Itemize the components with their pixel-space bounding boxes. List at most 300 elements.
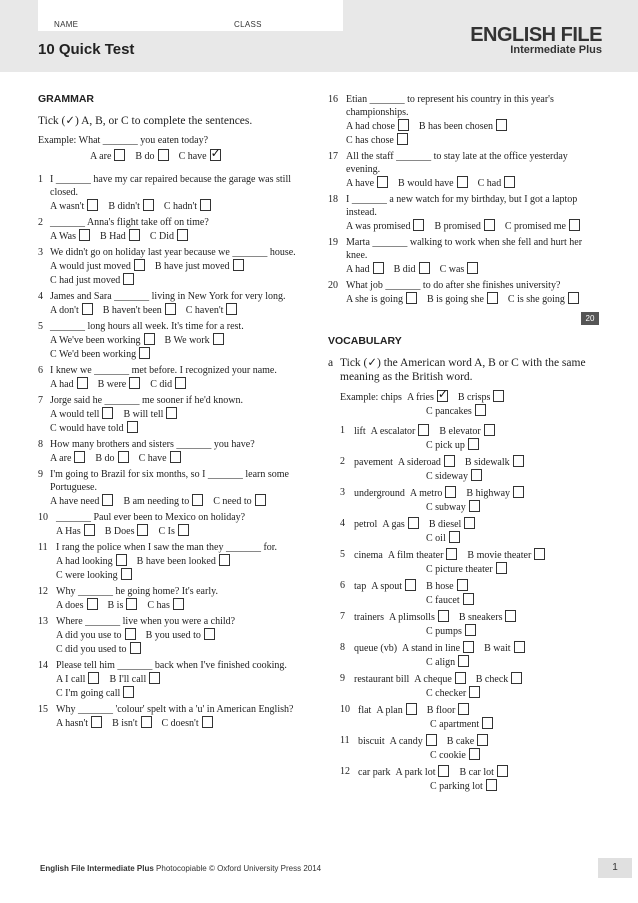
- answer-option: [419, 119, 507, 133]
- answer-option: [103, 303, 176, 317]
- option-label: C sideway: [426, 471, 468, 482]
- answer-checkbox[interactable]: [125, 628, 136, 640]
- british-word: underground: [354, 488, 405, 499]
- options-line: [354, 500, 600, 514]
- answer-checkbox[interactable]: [137, 524, 148, 536]
- answer-checkbox[interactable]: [88, 672, 99, 684]
- answer-checkbox[interactable]: [219, 554, 230, 566]
- vocab-item: [340, 703, 600, 731]
- answer-option: [346, 119, 409, 133]
- answer-checkbox[interactable]: [226, 303, 237, 315]
- option-label: A had looking: [56, 556, 113, 567]
- answer-checkbox[interactable]: [463, 593, 474, 605]
- option-label: C picture theater: [426, 564, 493, 575]
- question-number: 2: [38, 217, 43, 228]
- answer-checkbox[interactable]: [91, 716, 102, 728]
- answer-checkbox[interactable]: [469, 748, 480, 760]
- answer-checkbox[interactable]: [406, 703, 417, 715]
- options-line: [346, 292, 600, 306]
- question-number: 11: [38, 542, 48, 553]
- answer-checkbox[interactable]: [79, 229, 90, 241]
- option-label: C I'm going call: [56, 688, 121, 699]
- vocab-item: [340, 548, 600, 576]
- item-number: 9: [340, 673, 345, 684]
- option-label: C doesn't: [161, 718, 199, 729]
- vocab-item: [340, 734, 600, 762]
- item-number: 4: [340, 518, 345, 529]
- vocab-list: [340, 424, 600, 793]
- answer-checkbox[interactable]: [134, 259, 145, 271]
- answer-checkbox[interactable]: [166, 407, 177, 419]
- answer-checkbox[interactable]: [437, 390, 448, 402]
- vocab-item: [340, 455, 600, 483]
- option-label: B didn't: [108, 201, 140, 212]
- answer-checkbox[interactable]: [213, 333, 224, 345]
- answer-checkbox[interactable]: [465, 624, 476, 636]
- answer-option: [346, 292, 417, 306]
- grammar-question: [38, 173, 300, 213]
- options-line: [50, 333, 300, 347]
- answer-option: [430, 779, 497, 793]
- answer-checkbox[interactable]: [467, 262, 478, 274]
- answer-option: [398, 455, 455, 469]
- grammar-instruction: Tick (✓) A, B, or C to complete the sentences.: [38, 115, 253, 127]
- answer-option: [108, 598, 138, 612]
- item-number: 3: [340, 487, 345, 498]
- answer-checkbox[interactable]: [446, 548, 457, 560]
- vocab-item: [340, 672, 600, 700]
- answer-checkbox[interactable]: [513, 486, 524, 498]
- option-label: C hadn't: [163, 201, 198, 212]
- option-label: C were looking: [56, 570, 118, 581]
- answer-option: [346, 262, 384, 276]
- part-label: a: [328, 357, 334, 369]
- test-title: 10 Quick Test: [38, 41, 135, 58]
- example-options: [38, 149, 300, 163]
- answer-checkbox[interactable]: [419, 262, 430, 274]
- answer-checkbox[interactable]: [397, 133, 408, 145]
- option-label: C checker: [426, 688, 467, 699]
- answer-checkbox[interactable]: [373, 262, 384, 274]
- answer-checkbox[interactable]: [497, 765, 508, 777]
- answer-checkbox[interactable]: [458, 655, 469, 667]
- answer-option: [56, 628, 136, 642]
- answer-checkbox[interactable]: [406, 292, 417, 304]
- question-text: Marta _______ walking to work when she fell and hurt her knee.: [346, 237, 583, 261]
- answer-checkbox[interactable]: [77, 377, 88, 389]
- question-text: Etian _______ to represent his country in this year's championships.: [346, 94, 554, 118]
- answer-option: [476, 672, 523, 686]
- option-label: B We work: [164, 335, 210, 346]
- option-label: C Did: [149, 231, 174, 242]
- answer-checkbox[interactable]: [141, 716, 152, 728]
- answer-option: [426, 579, 468, 593]
- question-number: 19: [328, 237, 338, 248]
- answer-option: [458, 390, 505, 404]
- question-text: What job _______ to do after she finishes university?: [346, 280, 561, 291]
- answer-checkbox[interactable]: [204, 628, 215, 640]
- options-line: [56, 716, 300, 730]
- answer-option: [123, 494, 203, 508]
- answer-checkbox[interactable]: [82, 303, 93, 315]
- answer-checkbox[interactable]: [438, 610, 449, 622]
- answer-checkbox[interactable]: [511, 672, 522, 684]
- answer-checkbox[interactable]: [487, 292, 498, 304]
- answer-option: [426, 624, 476, 638]
- options-line: [50, 407, 300, 421]
- options-line: [50, 229, 300, 243]
- answer-checkbox[interactable]: [413, 219, 424, 231]
- answer-checkbox[interactable]: [484, 219, 495, 231]
- question-text: _______ Paul ever been to Mexico on holiday?: [56, 512, 246, 523]
- answer-option: [459, 610, 517, 624]
- answer-option: [135, 149, 168, 163]
- answer-checkbox[interactable]: [513, 455, 524, 467]
- answer-checkbox[interactable]: [200, 199, 211, 211]
- option-label: A stand in line: [402, 643, 461, 654]
- answer-checkbox[interactable]: [87, 199, 98, 211]
- answer-option: [155, 259, 244, 273]
- answer-option: [50, 494, 113, 508]
- answer-checkbox[interactable]: [144, 333, 155, 345]
- answer-checkbox[interactable]: [418, 424, 429, 436]
- brand-subtitle: Intermediate Plus: [510, 44, 602, 56]
- answer-checkbox[interactable]: [102, 494, 113, 506]
- answer-checkbox[interactable]: [484, 424, 495, 436]
- answer-checkbox[interactable]: [405, 579, 416, 591]
- answer-checkbox[interactable]: [468, 438, 479, 450]
- option-label: A spout: [371, 581, 403, 592]
- answer-checkbox[interactable]: [496, 562, 507, 574]
- answer-checkbox[interactable]: [123, 686, 134, 698]
- answer-checkbox[interactable]: [469, 500, 480, 512]
- options-line: [346, 176, 600, 190]
- answer-option: [179, 149, 221, 163]
- answer-checkbox[interactable]: [505, 610, 516, 622]
- grammar-question: [38, 216, 300, 243]
- answer-checkbox[interactable]: [398, 119, 409, 131]
- answer-checkbox[interactable]: [438, 765, 449, 777]
- answer-option: [50, 421, 138, 435]
- option-label: A would just moved: [50, 261, 131, 272]
- answer-option: [50, 451, 85, 465]
- answer-option: [426, 593, 474, 607]
- answer-checkbox[interactable]: [464, 517, 475, 529]
- option-label: A don't: [50, 305, 79, 316]
- question-number: 8: [38, 439, 43, 450]
- options-line: [50, 273, 300, 287]
- page-number: 1: [598, 858, 632, 878]
- item-number: 2: [340, 456, 345, 467]
- answer-option: [147, 598, 184, 612]
- question-text: _______ long hours all week. It's time for a rest.: [50, 321, 244, 332]
- answer-option: [427, 703, 470, 717]
- answer-checkbox[interactable]: [173, 598, 184, 610]
- answer-checkbox[interactable]: [170, 451, 181, 463]
- answer-option: [426, 531, 460, 545]
- answer-checkbox[interactable]: [102, 407, 113, 419]
- option-label: C promised me: [504, 221, 566, 232]
- answer-checkbox[interactable]: [477, 734, 488, 746]
- option-label: C cookie: [430, 750, 466, 761]
- option-label: A had: [346, 264, 370, 275]
- left-column: [38, 93, 300, 733]
- options-line: [354, 593, 600, 607]
- grammar-question: [38, 468, 300, 508]
- answer-checkbox[interactable]: [126, 598, 137, 610]
- score-badge: 20: [581, 312, 599, 325]
- answer-checkbox[interactable]: [569, 219, 580, 231]
- vocab-part-a: [328, 356, 600, 793]
- name-class-strip: [38, 0, 343, 31]
- question-number: 12: [38, 586, 48, 597]
- answer-checkbox[interactable]: [116, 554, 127, 566]
- grammar-question: [328, 193, 600, 233]
- vocab-item: [340, 641, 600, 669]
- answer-checkbox[interactable]: [118, 451, 129, 463]
- answer-option: [137, 554, 230, 568]
- answer-option: [139, 451, 181, 465]
- question-number: 17: [328, 151, 338, 162]
- option-label: B Had: [99, 231, 126, 242]
- option-label: C Is: [158, 526, 175, 537]
- answer-checkbox[interactable]: [177, 229, 188, 241]
- british-word: trainers: [354, 612, 384, 623]
- answer-checkbox[interactable]: [471, 469, 482, 481]
- options-line: [358, 717, 600, 731]
- answer-checkbox[interactable]: [210, 149, 221, 161]
- answer-option: [95, 451, 128, 465]
- grammar-question: [38, 290, 300, 317]
- answer-option: [467, 548, 545, 562]
- answer-checkbox[interactable]: [475, 404, 486, 416]
- answer-option: [56, 598, 98, 612]
- answer-option: [508, 292, 579, 306]
- class-label: CLASS: [234, 20, 262, 29]
- answer-checkbox[interactable]: [426, 734, 437, 746]
- options-line: [56, 568, 300, 582]
- answer-checkbox[interactable]: [377, 176, 388, 188]
- answer-checkbox[interactable]: [149, 672, 160, 684]
- grammar-question: [38, 615, 300, 656]
- british-word: biscuit: [358, 736, 385, 747]
- answer-checkbox[interactable]: [84, 524, 95, 536]
- answer-option: [394, 262, 430, 276]
- options-line: [50, 377, 300, 391]
- answer-option: [447, 734, 489, 748]
- answer-option: [50, 259, 145, 273]
- options-line: [50, 347, 300, 361]
- answer-checkbox[interactable]: [408, 517, 419, 529]
- option-label: B would have: [398, 178, 454, 189]
- option-label: B were: [97, 379, 127, 390]
- option-label: B wait: [484, 643, 511, 654]
- vocab-example: [340, 390, 600, 418]
- answer-checkbox[interactable]: [458, 703, 469, 715]
- options-line: [50, 199, 300, 213]
- answer-checkbox[interactable]: [175, 377, 186, 389]
- option-label: B crisps: [457, 392, 491, 403]
- answer-option: [50, 199, 98, 213]
- answer-checkbox[interactable]: [130, 642, 141, 654]
- vocab-item: [340, 579, 600, 607]
- answer-checkbox[interactable]: [74, 451, 85, 463]
- answer-checkbox[interactable]: [455, 672, 466, 684]
- question-text: I knew we _______ met before. I recognized your name.: [50, 365, 277, 376]
- example-prefix: Example:: [38, 135, 77, 146]
- option-label: C align: [426, 657, 456, 668]
- option-label: C oil: [426, 533, 446, 544]
- answer-checkbox[interactable]: [139, 347, 150, 359]
- answer-checkbox[interactable]: [192, 494, 203, 506]
- options-line: [346, 119, 600, 133]
- question-text: I'm going to Brazil for six months, so I _______ learn some Portuguese.: [50, 469, 289, 493]
- answer-checkbox[interactable]: [158, 149, 169, 161]
- answer-checkbox[interactable]: [445, 486, 456, 498]
- option-label: C need to: [213, 496, 252, 507]
- option-label: C pick up: [426, 440, 465, 451]
- answer-checkbox[interactable]: [121, 568, 132, 580]
- answer-option: [56, 568, 132, 582]
- question-number: 13: [38, 616, 48, 627]
- answer-checkbox[interactable]: [143, 199, 154, 211]
- option-label: A have need: [50, 496, 100, 507]
- option-label: B hose: [426, 581, 454, 592]
- grammar-questions-right: [328, 93, 600, 306]
- option-label: A gas: [382, 519, 405, 530]
- answer-checkbox[interactable]: [568, 292, 579, 304]
- answer-checkbox[interactable]: [486, 779, 497, 791]
- answer-checkbox[interactable]: [444, 455, 455, 467]
- answer-checkbox[interactable]: [469, 686, 480, 698]
- option-label: A sideroad: [397, 457, 441, 468]
- answer-checkbox[interactable]: [457, 579, 468, 591]
- vocab-item: [340, 765, 600, 793]
- answer-checkbox[interactable]: [178, 524, 189, 536]
- answer-option: [56, 672, 99, 686]
- answer-checkbox[interactable]: [233, 259, 244, 271]
- grammar-question: [38, 320, 300, 361]
- option-label: B am needing to: [123, 496, 190, 507]
- vocabulary-heading: VOCABULARY: [328, 335, 402, 347]
- answer-option: [50, 333, 155, 347]
- answer-option: [346, 219, 424, 233]
- example-sentence: What _______ you eaten today?: [78, 135, 209, 146]
- question-text: I _______ a new watch for my birthday, but I got a laptop instead.: [346, 194, 578, 218]
- answer-checkbox[interactable]: [496, 119, 507, 131]
- option-label: C parking lot: [430, 781, 483, 792]
- answer-option: [505, 219, 580, 233]
- question-number: 20: [328, 280, 338, 291]
- question-text: James and Sara _______ living in New York for very long.: [50, 291, 286, 302]
- grammar-example: [38, 134, 300, 163]
- british-word: cinema: [354, 550, 383, 561]
- question-text: Why _______ 'colour' spelt with a 'u' in American English?: [56, 704, 294, 715]
- option-label: B sidewalk: [464, 457, 510, 468]
- option-label: B floor: [426, 705, 456, 716]
- options-line: [50, 421, 300, 435]
- option-label: B will tell: [123, 409, 164, 420]
- options-line: [358, 779, 600, 793]
- answer-checkbox[interactable]: [114, 149, 125, 161]
- question-number: 14: [38, 660, 48, 671]
- vocab-instruction: Tick (✓) the American word A, B or C with the same meaning as the British word.: [340, 357, 586, 383]
- answer-option: [50, 229, 90, 243]
- grammar-question: [38, 438, 300, 465]
- option-label: C We'd been working: [50, 349, 137, 360]
- answer-checkbox[interactable]: [449, 531, 460, 543]
- item-number: 8: [340, 642, 345, 653]
- option-label: B check: [475, 674, 509, 685]
- answer-checkbox[interactable]: [493, 390, 504, 402]
- option-label: B movie theater: [467, 550, 532, 561]
- answer-option: [213, 494, 265, 508]
- options-line: [50, 494, 300, 508]
- option-label: C was: [439, 264, 465, 275]
- question-number: 18: [328, 194, 338, 205]
- answer-option: [426, 562, 507, 576]
- option-label: B car lot: [459, 767, 494, 778]
- question-text: Please tell him _______ back when I've finished cooking.: [56, 660, 287, 671]
- answer-option: [426, 500, 480, 514]
- answer-checkbox[interactable]: [534, 548, 545, 560]
- answer-checkbox[interactable]: [504, 176, 515, 188]
- answer-checkbox[interactable]: [482, 717, 493, 729]
- answer-checkbox[interactable]: [514, 641, 525, 653]
- answer-option: [98, 377, 141, 391]
- question-number: 6: [38, 365, 43, 376]
- item-number: 5: [340, 549, 345, 560]
- options-line: [346, 133, 600, 147]
- answer-checkbox[interactable]: [129, 229, 140, 241]
- answer-option: [346, 176, 388, 190]
- answer-checkbox[interactable]: [165, 303, 176, 315]
- options-line: [50, 259, 300, 273]
- option-label: C have: [138, 453, 167, 464]
- answer-option: [426, 686, 480, 700]
- answer-checkbox[interactable]: [255, 494, 266, 506]
- option-label: A plimsolls: [389, 612, 435, 623]
- option-label: B elevator: [439, 426, 481, 437]
- right-column: [328, 93, 600, 796]
- footer: [40, 864, 321, 873]
- answer-option: [109, 672, 160, 686]
- answer-checkbox[interactable]: [463, 641, 474, 653]
- option-label: A are: [50, 453, 72, 464]
- british-word: restaurant bill: [354, 674, 410, 685]
- answer-checkbox[interactable]: [202, 716, 213, 728]
- answer-option: [50, 377, 88, 391]
- answer-checkbox[interactable]: [457, 176, 468, 188]
- option-label: B diesel: [428, 519, 462, 530]
- option-label: C haven't: [185, 305, 224, 316]
- option-label: B has been chosen: [418, 121, 494, 132]
- options-line: [56, 554, 300, 568]
- brand-title: ENGLISH FILE: [470, 24, 602, 46]
- grammar-question: [328, 150, 600, 190]
- answer-option: [439, 424, 494, 438]
- answer-option: [150, 377, 186, 391]
- grammar-question: [328, 236, 600, 276]
- option-label: A she is going: [346, 294, 403, 305]
- answer-checkbox[interactable]: [129, 377, 140, 389]
- answer-checkbox[interactable]: [127, 421, 138, 433]
- option-label: B promised: [434, 221, 481, 232]
- vocab-example-word: chips: [380, 392, 402, 403]
- answer-checkbox[interactable]: [123, 273, 134, 285]
- answer-checkbox[interactable]: [87, 598, 98, 610]
- option-label: B have been looked: [136, 556, 216, 567]
